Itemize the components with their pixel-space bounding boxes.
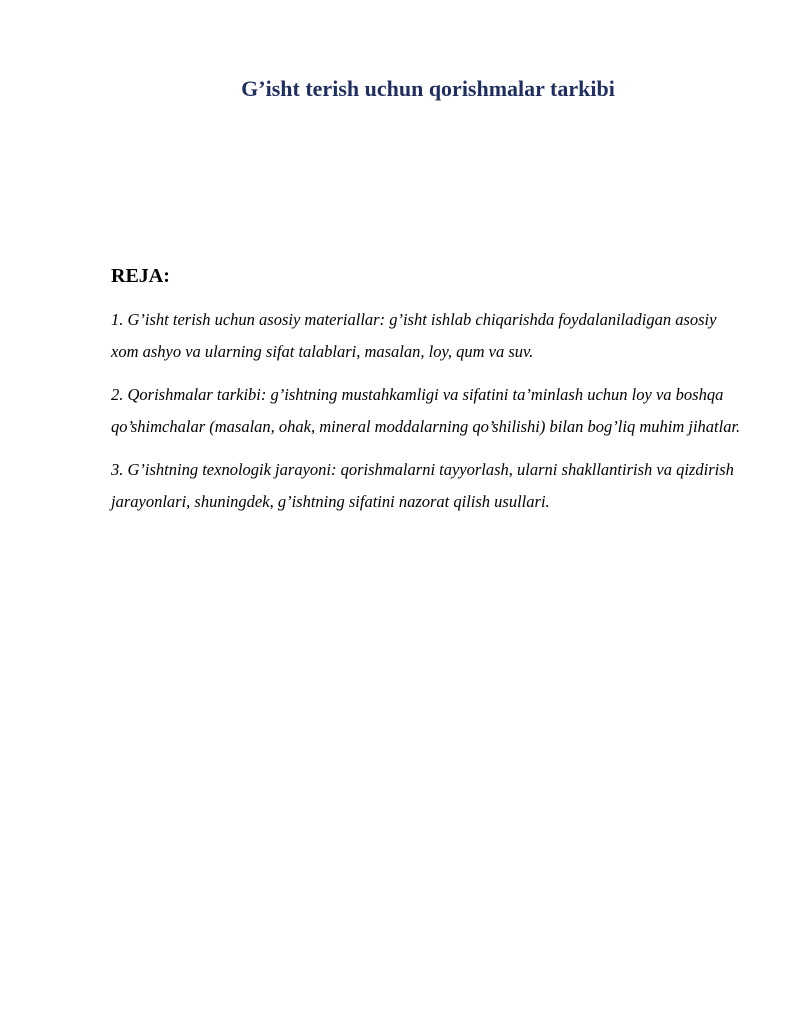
document-title: G’isht terish uchun qorishmalar tarkibi <box>241 76 615 101</box>
plan-heading: REJA: <box>111 265 170 287</box>
plan-list <box>111 304 743 529</box>
plan-item-1: 1. G’isht terish uchun asosiy materiallar: g’isht ishlab chiqarishda foydalaniladigan asosiy xom ashyo va ularning sifat talablari, masalan, loy, qum va suv. <box>111 310 717 361</box>
plan-item-3: 3. G’ishtning texnologik jarayoni: qorishmalarni tayyorlash, ularni shakllantirish va qizdirish jarayonlari, shuningdek, g’ishtning sifatini nazorat qilish usullari. <box>111 460 734 511</box>
plan-item-2: 2. Qorishmalar tarkibi: g’ishtning mustahkamligi va sifatini ta’minlash uchun loy va boshqa qo’shimchalar (masalan, ohak, mineral moddalarning qo’shilishi) bilan bog’liq muhim jihatlar. <box>111 385 741 436</box>
